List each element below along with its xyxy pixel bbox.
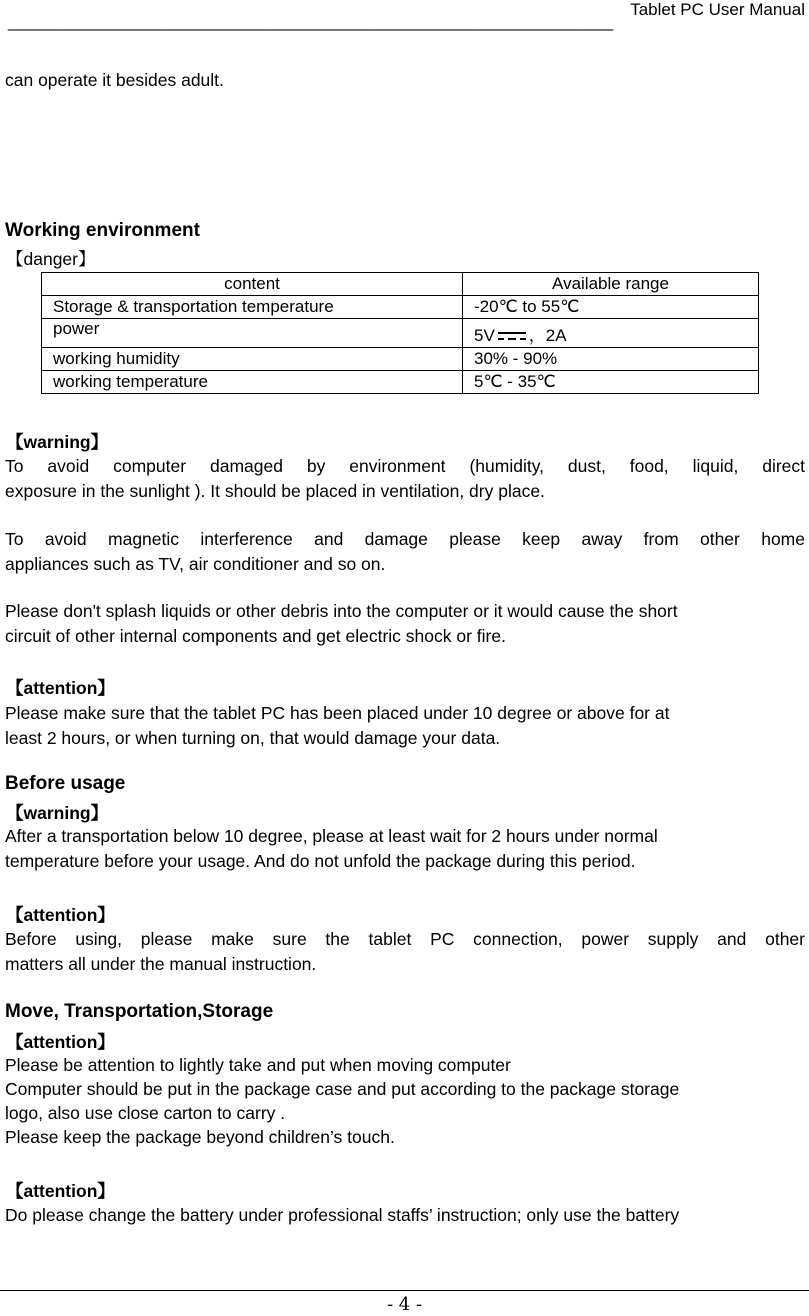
attention-text: least 2 hours, or when turning on, that would damage your data.: [5, 728, 501, 748]
warning-text: exposure in the sunlight ). It should be placed in ventilation, dry place.: [5, 481, 545, 501]
working-environment-heading: Working environment: [5, 220, 200, 241]
attention-text: Please make sure that the tablet PC has been placed under 10 degree or above for at: [5, 703, 670, 723]
table-cell-content: working temperature: [42, 371, 463, 394]
attention-text: logo, also use close carton to carry .: [5, 1103, 286, 1123]
attention-label: 【attention】: [6, 678, 115, 698]
attention-text: Do please change the battery under professional staffs’ instruction; only use the battery: [5, 1205, 680, 1225]
table-row: [42, 296, 759, 319]
warning-text: To avoid magnetic interference and damage please keep away from other home: [5, 529, 805, 549]
attention-text: Before using, please make sure the tablet PC connection, power supply and other: [5, 929, 805, 949]
footer-rule: [0, 1290, 809, 1291]
attention-label: 【attention】: [6, 905, 115, 925]
before-usage-heading: Before usage: [5, 773, 126, 794]
table-header-row: [42, 273, 759, 296]
environment-table: [41, 272, 759, 394]
warning-text: After a transportation below 10 degree, please at least wait for 2 hours under normal: [5, 826, 658, 846]
table-row: [42, 348, 759, 371]
warning-text: To avoid computer damaged by environment (humidity, dust, food, liquid, direct: [5, 456, 805, 476]
table-header-range: Available range: [463, 273, 759, 296]
power-voltage: 5V: [474, 325, 495, 345]
table-cell-content: working humidity: [42, 348, 463, 371]
attention-text: Computer should be put in the package case and put according to the package storage: [5, 1079, 680, 1099]
attention-text: Please keep the package beyond children’s touch.: [5, 1127, 395, 1147]
header-rule: ________________________________________________________________: [8, 12, 614, 31]
attention-label: 【attention】: [6, 1032, 115, 1052]
table-header-content: content: [42, 273, 463, 296]
table-cell-content: power: [42, 319, 463, 348]
table-cell-range: 5℃ - 35℃: [463, 371, 759, 394]
power-current: ，2A: [528, 325, 567, 345]
warning-label: 【warning】: [6, 432, 109, 452]
table-cell-range: -20℃ to 55℃: [463, 296, 759, 319]
warning-text: Please don't splash liquids or other debris into the computer or it would cause the short: [5, 601, 678, 621]
attention-text: matters all under the manual instruction.: [5, 954, 317, 974]
warning-text: appliances such as TV, air conditioner and so on.: [5, 554, 386, 574]
table-cell-range: [463, 319, 759, 348]
table-row: [42, 371, 759, 394]
table-row: [42, 319, 759, 348]
page-number: - 4 -: [386, 1294, 423, 1315]
attention-text: Please be attention to lightly take and put when moving computer: [5, 1055, 511, 1075]
danger-label: 【danger】: [6, 249, 96, 269]
header-title: Tablet PC User Manual: [630, 0, 805, 19]
attention-label: 【attention】: [6, 1181, 115, 1201]
warning-text: circuit of other internal components and get electric shock or fire.: [5, 626, 506, 646]
dc-current-icon: [497, 329, 527, 343]
table-cell-content: Storage & transportation temperature: [42, 296, 463, 319]
intro-text: can operate it besides adult.: [5, 70, 224, 90]
move-transportation-storage-heading: Move, Transportation,Storage: [5, 1001, 274, 1022]
warning-label: 【warning】: [6, 803, 109, 823]
table-cell-range: 30% - 90%: [463, 348, 759, 371]
warning-text: temperature before your usage. And do not unfold the package during this period.: [5, 851, 636, 871]
